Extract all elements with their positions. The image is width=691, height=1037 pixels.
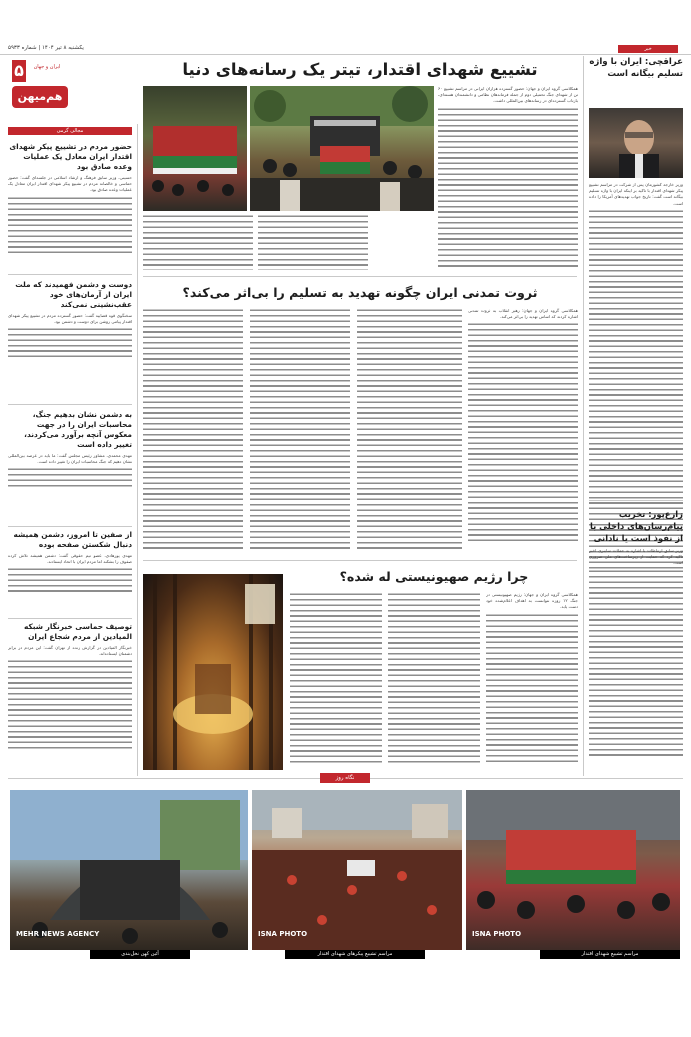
column-rule (583, 56, 584, 776)
side-top-story (589, 56, 683, 206)
side-bottom-headline: زارع‌پور: تخریب پیام‌رسان‌های داخلی با از نفوذ است یا نادانی (589, 509, 683, 543)
crowd-photo-illustration (250, 86, 434, 211)
bottom-col-b (388, 592, 480, 770)
mid-headline: ثروت تمدنی ایران چگونه تهدید به تسلیم را بی‌اثر می‌کند؟ (182, 285, 538, 300)
bottom-headline-box (290, 566, 578, 588)
bottom-photo-3 (10, 790, 248, 950)
masthead-logo-block (8, 58, 68, 120)
lead-photo (250, 86, 434, 211)
portrait-illustration (589, 108, 683, 178)
left-story-5 (8, 622, 132, 772)
mid-col-b (250, 308, 350, 556)
bottom-photo-3-caption: آئین کهن نخل‌بندی (90, 950, 190, 959)
divider (589, 500, 683, 501)
left-column (8, 124, 132, 654)
left-story-3 (8, 410, 132, 501)
news-tag: خبر (618, 45, 678, 53)
section-label: ایران و جهان (33, 64, 61, 70)
divider (8, 526, 132, 527)
lead-text-col-a (143, 214, 253, 274)
left-story-2-headline: دوست و دشمن فهمیدند که ملت ایران از آرمان‌های خود عقب‌نشینی نمی‌کند (15, 280, 132, 309)
poster-illustration (143, 574, 283, 770)
left-story-1-headline: حضور مردم در تشییع پیکر شهدای اقتدار ایران معادل یک عملیات وعده صادق بود (9, 142, 132, 171)
bottom-col-a (290, 592, 382, 770)
newspaper-logo: هم‌میهن (12, 86, 68, 108)
bottom-photo-2-caption: مراسم تشییع پیکرهای شهدای اقتدار (285, 950, 425, 959)
bottom-photo-1-caption: مراسم تشییع شهدای اقتدار (540, 950, 680, 959)
bottom-story-photo (143, 574, 283, 770)
divider (143, 276, 577, 277)
left-story-2 (8, 280, 132, 371)
divider (8, 404, 132, 405)
bottom-col-c: همکلاسی گروه ایران و جهان: رژیم صهیونیستی در جنگ ۱۲ روزه نتوانست به اهداف اعلام‌شده خود دست یابد. (486, 592, 578, 770)
divider (8, 618, 132, 619)
photo-credit: ISNA PHOTO (472, 930, 522, 938)
lead-headline-box (143, 56, 577, 84)
left-story-2-body: سخنگوی قوه قضاییه گفت: حضور گسترده مردم در تشییع پیکر شهدای اقتدار پیامی روشن برای دوست و دشمن بود. (8, 313, 132, 371)
lead-intro: همکلاسی گروه ایران و جهان: حضور گسترده هزاران ایرانی در مراسم تشییع ۶۰ تن از شهدای جنگ تحمیلی دوم از جمله فرماندهان نظامی و دانشمندان هسته‌ای، بازتاب گسترده‌ای در رسانه‌های بین‌المللی داشت. (438, 86, 578, 274)
bottom-headline: چرا رژیم صهیونیستی له شده؟ (339, 569, 529, 584)
column-tag: مجالی گرمی (8, 127, 132, 135)
side-top-photo (589, 108, 683, 178)
left-story-4 (8, 530, 132, 605)
bottom-photo-2 (252, 790, 462, 950)
divider (8, 274, 132, 275)
left-story-5-headline: توصیف حماسی خبرنگار شبکه المیادین از مردم شجاع ایران (24, 622, 132, 641)
lead-text-col-b (258, 214, 368, 274)
bottom-photo-1 (466, 790, 680, 950)
aerial-crowd-illustration (252, 790, 462, 950)
procession-photo-illustration (143, 86, 247, 211)
date-line: یکشنبه ۸ تیر ۱۴۰۴ | شماره ۵۹۳۳ (8, 45, 84, 51)
photo-credit: MEHR NEWS AGENCY (16, 930, 100, 938)
ceremony-illustration (10, 790, 248, 950)
column-rule (137, 124, 138, 776)
date-bar (0, 43, 691, 55)
mid-headline-box (143, 282, 577, 304)
divider (143, 560, 577, 561)
page-number: ۵ (12, 60, 26, 82)
left-story-1 (8, 142, 132, 263)
side-bottom-body: وزیر سابق ارتباطات با اشاره به حملات سایبری اخیر تاکید کرد که حمایت از زیرساخت‌های ملی ضروری است. (589, 548, 683, 758)
mid-col-c (357, 308, 462, 556)
mid-col-a (143, 308, 243, 556)
lead-headline: تشییع شهدای اقتدار، تیتر یک رسانه‌های دنیا (182, 60, 538, 79)
crowd-photo-illustration (466, 790, 680, 950)
left-story-4-headline: از صفین تا امروز، دشمن همیشه دنبال شکستن صفحه بوده (13, 530, 132, 549)
left-story-5-body: خبرنگار المیادین در گزارش زنده از تهران گفت: این مردم در برابر دشمنان ایستاده‌اند. (8, 645, 132, 753)
bottom-tag: نگاه روز (320, 773, 370, 783)
side-top-body: وزیر خارجه کشورمان پس از شرکت در مراسم تشییع پیکر شهدای اقتدار با تاکید بر اینکه ایران با واژه تسلیم بیگانه است گفت: تاریخ جواب تهدیدهای آمریکا را داده است. (589, 182, 683, 582)
left-story-4-body: مهدی پورهادی، عضو تیم حقوقی گفت: دشمن همیشه تلاش کرده صفوف را بشکند اما مردم ایران با اتحاد ایستادند. (8, 553, 132, 605)
left-story-1-body: حسینی، وزیر سابق فرهنگ و ارشاد اسلامی در جلسه‌ای گفت: حضور حماسی و خالصانه مردم در تشییع پیکر شهدای اقتدار ایران معادل یک عملیات وعده صادق بود. (8, 175, 132, 263)
lead-photo-secondary (143, 86, 247, 211)
left-story-3-body: مهدی محمدی، مشاور رئیس مجلس گفت: ما باید در عرصه بین‌المللی نشان دهیم که جنگ محاسبات ایران را تغییر داده است. (8, 453, 132, 501)
mid-col-d: همکلاسی گروه ایران و جهان: رهبر انقلاب به ثروت تمدنی اشاره کردند که اساس تهدید را بی‌اثر می‌کند. (468, 308, 578, 556)
photo-credit: ISNA PHOTO (258, 930, 308, 938)
side-top-headline: عراقچی: ایران با واژه تسلیم بیگانه است (589, 57, 683, 79)
left-story-3-headline: به دشمن نشان بدهیم جنگ، محاسبات ایران را در جهت معکوس آنچه برآورد می‌کردند، تغییر داده است (24, 410, 132, 449)
side-bottom-story (589, 508, 683, 758)
